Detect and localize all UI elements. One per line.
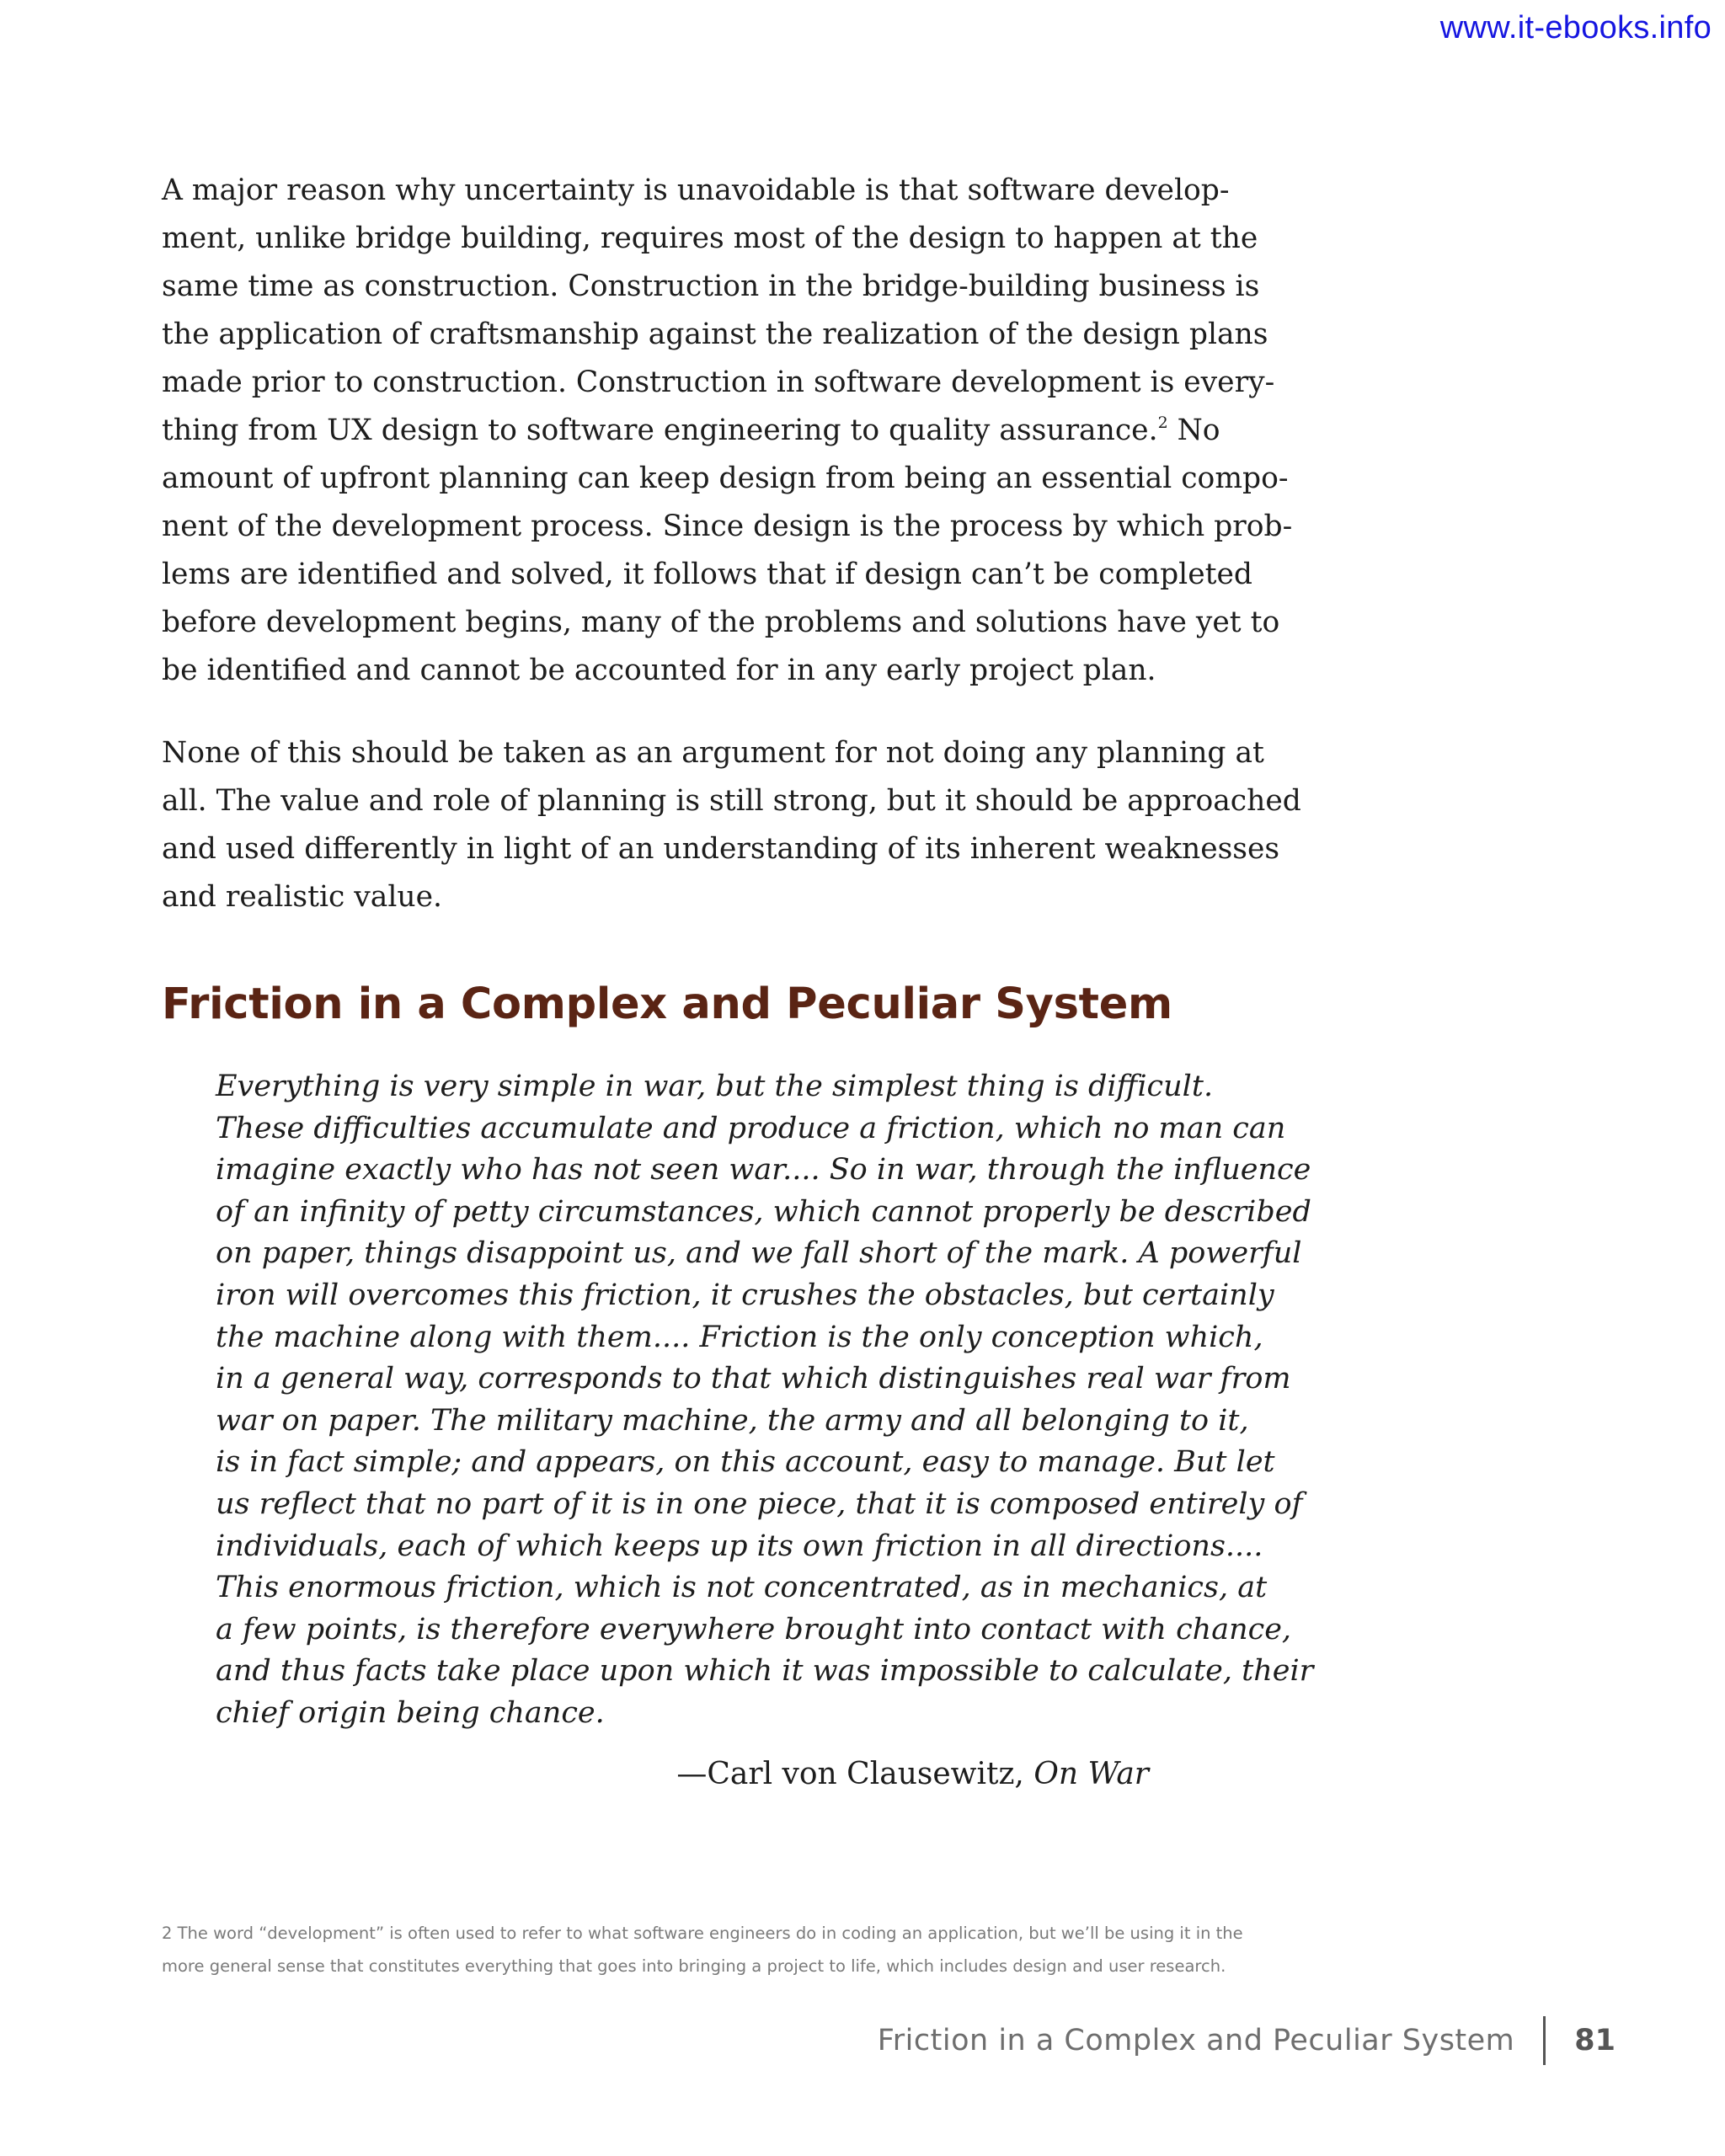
section-heading: Friction in a Complex and Peculiar System bbox=[162, 979, 1172, 1029]
quote-line: individuals, each of which keeps up its own friction in all directions.... bbox=[216, 1529, 1263, 1563]
body-paragraph-2 bbox=[162, 729, 1301, 921]
paragraph-text-segment: No bbox=[1167, 414, 1220, 447]
running-footer bbox=[878, 2013, 1616, 2068]
paragraph-line: and used differently in light of an understanding of its inherent weaknesses bbox=[162, 832, 1280, 866]
quote-line: on paper, things disappoint us, and we fall short of the mark. A powerful bbox=[216, 1236, 1302, 1271]
quote-line: a few points, is therefore everywhere brought into contact with chance, bbox=[216, 1612, 1292, 1646]
quote-line: iron will overcomes this friction, it crushes the obstacles, but certainly bbox=[216, 1278, 1274, 1312]
attribution-work-title: On War bbox=[1033, 1757, 1149, 1791]
footnote-line: 2 The word “development” is often used to refer to what software engineers do in coding an application, but we’ll be using it in the bbox=[162, 1924, 1243, 1943]
quote-line: in a general way, corresponds to that which distinguishes real war from bbox=[216, 1362, 1291, 1396]
watermark-link[interactable]: www.it-ebooks.info bbox=[1439, 10, 1712, 45]
paragraph-line: same time as construction. Construction in the bridge-building business is bbox=[162, 270, 1260, 303]
paragraph-line bbox=[162, 407, 1223, 455]
quote-line: This enormous friction, which is not concentrated, as in mechanics, at bbox=[216, 1571, 1268, 1605]
quote-line: chief origin being chance. bbox=[216, 1695, 605, 1730]
body-paragraph-1 bbox=[162, 167, 1293, 695]
quote-line: war on paper. The military machine, the army and all belonging to it, bbox=[216, 1403, 1249, 1438]
paragraph-line: and realistic value. bbox=[162, 880, 442, 914]
quote-line: of an infinity of petty circumstances, which cannot properly be described bbox=[216, 1194, 1311, 1229]
footnote bbox=[162, 1917, 1243, 1983]
quote-line: and thus facts take place upon which it was impossible to calculate, their bbox=[216, 1654, 1314, 1689]
paragraph-text-segment: thing from UX design to software engineering to quality assurance. bbox=[162, 414, 1158, 447]
quote-line: Everything is very simple in war, but the simplest thing is difficult. bbox=[216, 1070, 1214, 1103]
attribution-author: —Carl von Clausewitz, bbox=[676, 1757, 1034, 1791]
quote-attribution bbox=[676, 1753, 1149, 1796]
footer-divider bbox=[1543, 2016, 1546, 2065]
paragraph-line: nent of the development process. Since design is the process by which prob- bbox=[162, 510, 1293, 543]
quote-line: us reflect that no part of it is in one piece, that it is composed entirely of bbox=[216, 1486, 1303, 1521]
quote-line: is in fact simple; and appears, on this account, easy to manage. But let bbox=[216, 1445, 1275, 1480]
paragraph-line: before development begins, many of the problems and solutions have yet to bbox=[162, 606, 1280, 639]
paragraph-line: A major reason why uncertainty is unavoidable is that software develop- bbox=[162, 173, 1230, 207]
quote-line: These difficulties accumulate and produce a friction, which no man can bbox=[216, 1111, 1286, 1145]
quote-line: imagine exactly who has not seen war.... So in war, through the influence bbox=[216, 1153, 1311, 1187]
paragraph-line: amount of upfront planning can keep design from being an essential compo- bbox=[162, 462, 1289, 495]
paragraph-line: ment, unlike bridge building, requires most of the design to happen at the bbox=[162, 221, 1258, 255]
page-number: 81 bbox=[1574, 2024, 1616, 2057]
running-footer-title: Friction in a Complex and Peculiar System bbox=[877, 2024, 1515, 2057]
paragraph-line: lems are identified and solved, it follows that if design can’t be completed bbox=[162, 558, 1252, 591]
epigraph-quote bbox=[216, 1066, 1314, 1735]
quote-line: the machine along with them.... Friction is the only conception which, bbox=[216, 1320, 1263, 1354]
paragraph-line: all. The value and role of planning is still strong, but it should be approached bbox=[162, 784, 1301, 818]
footnote-line: more general sense that constitutes everything that goes into bringing a project to life, which includes design and user research. bbox=[162, 1956, 1226, 1976]
paragraph-line: the application of craftsmanship against the realization of the design plans bbox=[162, 318, 1268, 351]
footnote-reference[interactable]: 2 bbox=[1157, 414, 1168, 432]
paragraph-line: be identified and cannot be accounted for in any early project plan. bbox=[162, 654, 1156, 687]
paragraph-line: made prior to construction. Construction in software development is every- bbox=[162, 366, 1275, 399]
paragraph-line: None of this should be taken as an argument for not doing any planning at bbox=[162, 736, 1264, 770]
